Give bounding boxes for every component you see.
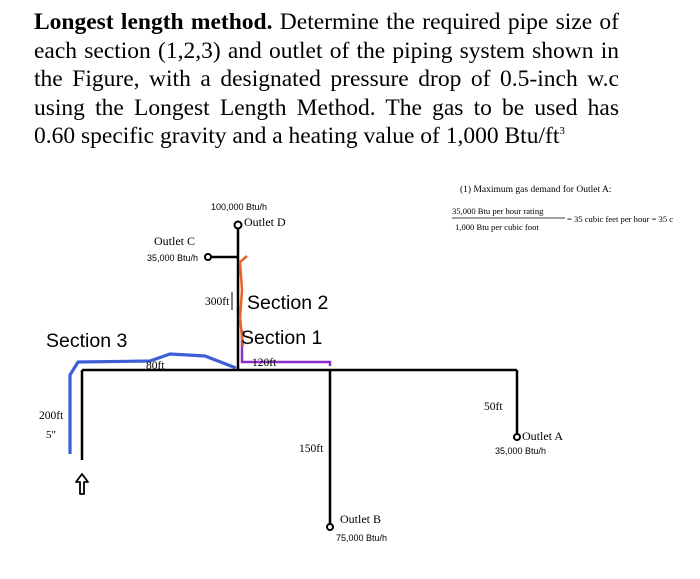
outlet-a-name: Outlet A xyxy=(522,429,563,443)
outlet-c-name: Outlet C xyxy=(154,234,195,248)
outlet-b-rating: 75,000 Btu/h xyxy=(336,533,388,543)
section-2-label: Section 2 xyxy=(247,292,329,314)
length-200ft: 200ft xyxy=(39,410,64,422)
length-80ft: 80ft xyxy=(146,360,165,372)
length-120ft: 120ft xyxy=(252,357,277,369)
problem-title: Longest length method. xyxy=(34,9,273,35)
length-150ft: 150ft xyxy=(299,443,324,455)
demand-heading: (1) Maximum gas demand for Outlet A: xyxy=(460,185,612,195)
riser-size: 5" xyxy=(46,429,56,441)
outlet-c-rating: 35,000 Btu/h xyxy=(147,253,199,263)
length-300ft: 300ft xyxy=(205,296,230,308)
section-1-label: Section 1 xyxy=(241,327,323,349)
length-50ft: 50ft xyxy=(484,401,503,413)
outlet-a-cap xyxy=(514,434,520,440)
problem-superscript: 3 xyxy=(559,125,565,138)
outlet-d-rating: 100,000 Btu/h xyxy=(211,202,268,212)
section-3-label: Section 3 xyxy=(46,330,128,352)
outlet-d-cap xyxy=(235,222,242,229)
demand-result: = 35 cubic feet per hour = 35 c xyxy=(567,214,674,224)
demand-denominator: 1,000 Btu per cubic foot xyxy=(455,222,539,232)
outlet-a-rating: 35,000 Btu/h xyxy=(495,446,547,456)
demand-numerator: 35,000 Btu per hour rating xyxy=(452,206,544,216)
problem-body: Determine the required pipe size of each section (1,2,3) and outlet of the piping system shown in the Figure, with a designated pressure drop of 0.5-inch w.c using the Longest Length Method. The gas to be used has 0.60 specific gravity and a heating value of 1,000 Btu/ft xyxy=(34,9,619,150)
outlet-d-name: Outlet D xyxy=(244,215,286,229)
outlet-b-cap xyxy=(327,524,333,530)
outlet-c-cap xyxy=(205,254,211,260)
arrow-up-icon xyxy=(76,474,88,494)
outlet-b-name: Outlet B xyxy=(340,512,381,526)
